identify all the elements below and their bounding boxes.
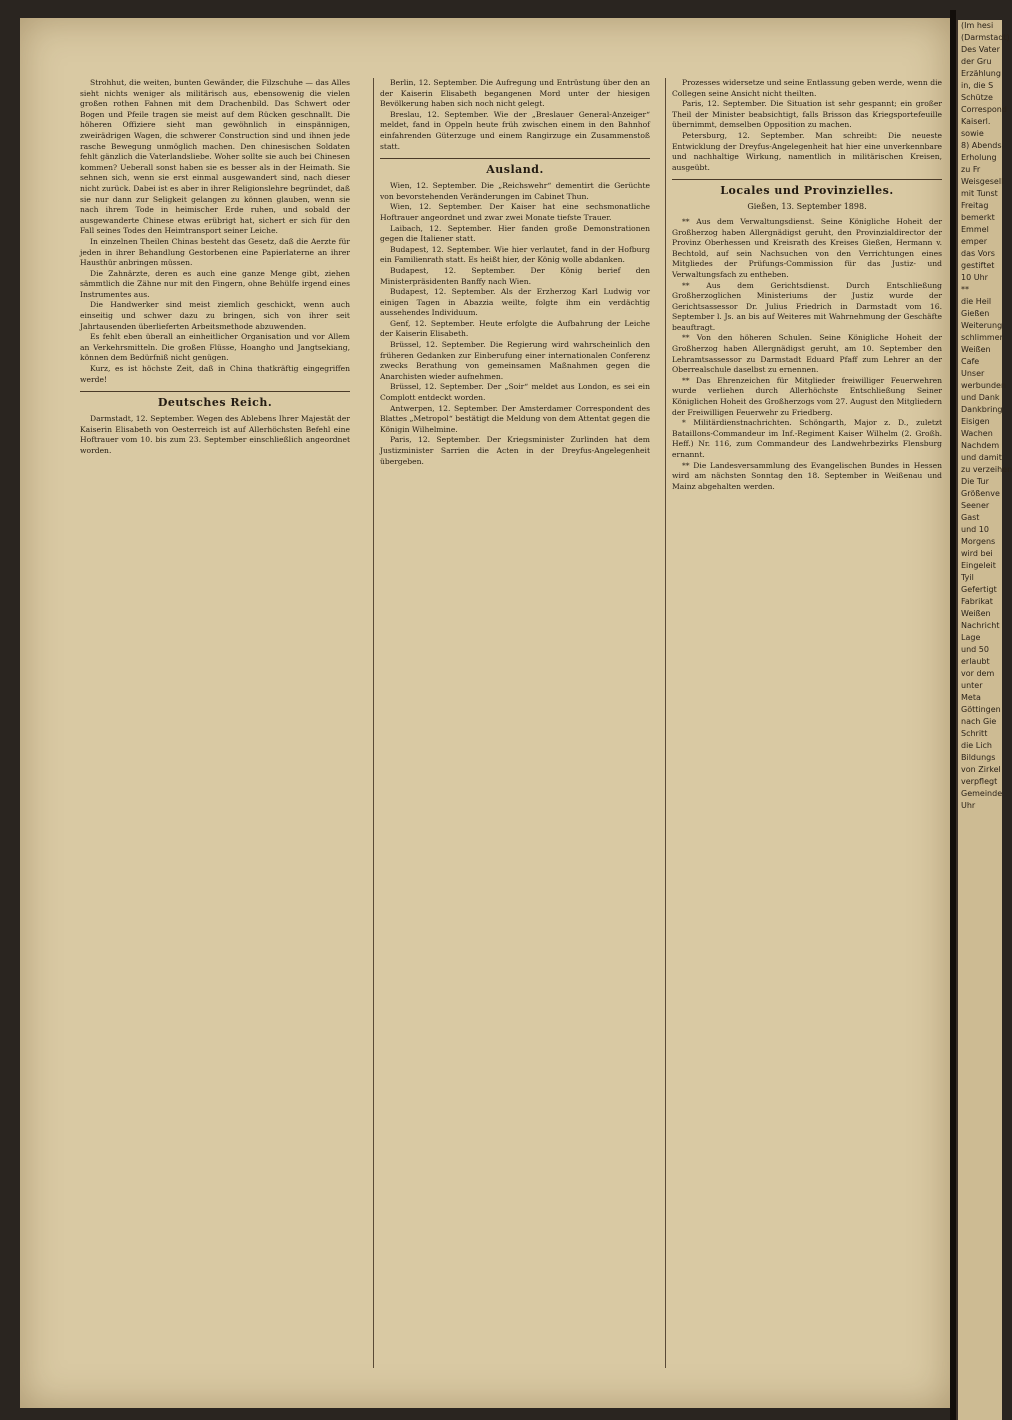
column-3-section-paragraphs [672,217,942,492]
adjacent-page-fragment: Uhr [961,801,976,810]
ausland-paragraph: Laibach, 12. September. Hier fanden große Demonstrationen gegen die Italiener statt. [380,223,650,244]
adjacent-page-fragment: das Vors [961,249,995,258]
column-1-paragraph: Es fehlt eben überall an einheitlicher Organisation und vor Allem an Verkehrsmitteln. Die großen Flüsse, Hoangho und Jangtsekiang, können dem Bedürfniß nicht genügen. [80,332,350,363]
adjacent-page-fragment: Weißen [961,609,991,618]
adjacent-page-fragment: Dankbring [961,405,1003,414]
adjacent-page-fragment: Göttingen [961,705,1001,714]
ausland-paragraph: Budapest, 12. September. Der König berief den Ministerpräsidenten Banffy nach Wien. [380,265,650,286]
adjacent-page-fragment: Größenve [961,489,1000,498]
locales-paragraph: * Militärdienstnachrichten. Schöngarth, Major z. D., zuletzt Bataillons-Commandeur im Inf.-Regiment Kaiser Wilhelm (2. Großh. Heff.) Nr. 116, zum Commandeur des Landwehrbezirks Flensburg ernannt. [672,418,942,459]
ausland-paragraph: Paris, 12. September. Der Kriegsminister Zurlinden hat dem Justizminister Sarrien die Acten in der Dreyfus-Angelegenheit übergeben. [380,435,650,466]
column-1-paragraph: In einzelnen Theilen Chinas besteht das Gesetz, daß die Aerzte für jeden in ihrer Behandlung Gestorbenen eine Papierlaterne an ihrer Hausthür anbringen müssen. [80,236,350,268]
column-2-paragraph: Breslau, 12. September. Wie der „Breslauer General-Anzeiger“ meldet, fand in Oppeln heute früh zwischen einem in den Bahnhof einfahrenden Güterzuge und einem Rangirzuge ein Zusammenstoß statt. [380,109,650,151]
adjacent-page-fragment: sowie [961,129,984,138]
adjacent-page-fragment: (Im hesi [961,21,994,30]
adjacent-page-fragment: erlaubt [961,657,990,666]
ausland-paragraph: Budapest, 12. September. Wie hier verlautet, fand in der Hofburg ein Familienrath statt. Es heißt hier, der König wolle abdanken. [380,244,650,265]
adjacent-page-fragment: schlimmer [961,333,1003,342]
adjacent-page-fragment: ** [961,285,969,294]
deutsches-reich-paragraph: Darmstadt, 12. September. Wegen des Ablebens Ihrer Majestät der Kaiserin Elisabeth von Oesterreich ist auf Allerhöchsten Befehl eine Hoftrauer vom 10. bis zum 23. September einschließlich angeordnet worden. [80,414,350,455]
section-heading-locales: Locales und Provinzielles. [672,179,942,199]
column-1-paragraphs [80,78,350,385]
locales-paragraph: ** Aus dem Verwaltungsdienst. Seine Königliche Hoheit der Großherzog haben Allergnädigst geruht, den Provinzialdirector der Provinz Oberhessen und Kreisrath des Kreises Gießen, Hermann v. Bechtold, auf sein Nachsuchen von den Verrichtungen eines Mitgliedes der Prüfungs-Commission für das Justiz- und Verwaltungsfach zu entheben. [672,216,942,279]
ausland-paragraph: Brüssel, 12. September. Der „Soir“ meldet aus London, es sei ein Complott entdeckt worden. [380,382,650,403]
adjacent-page-fragment: Weisgesell [961,177,1004,186]
section-heading-ausland: Ausland. [380,158,650,178]
adjacent-page-fragment: zu Fr [961,165,981,174]
adjacent-page-fragment: Nachdem [961,441,1000,450]
adjacent-page-fragment: Nachricht [961,621,1000,630]
adjacent-page-fragment: Weiterung [961,321,1003,330]
ausland-paragraph: Budapest, 12. September. Als der Erzherzog Karl Ludwig vor einigen Tagen in Abazzia weilte, folgte ihm ein verdächtig aussehendes Individuum. [380,287,650,318]
adjacent-page-fragment: Gießen [961,309,990,318]
adjacent-page-fragment: wird bei [961,549,993,558]
adjacent-page-fragment: der Gru [961,57,992,66]
column-2-section-paragraphs [380,181,650,467]
adjacent-page-fragment: gestiftet [961,261,995,270]
adjacent-page-fragment: Des Vater [961,45,1000,54]
adjacent-page-fragment: bemerkt [961,213,995,222]
adjacent-page-fragment: Bildungs [961,753,996,762]
adjacent-page-fragment: Meta [961,693,981,702]
adjacent-page-fragment: Fabrikat [961,597,993,606]
adjacent-page-fragment: und Dank [961,393,1000,402]
column-rule-1 [373,78,374,1368]
column-1 [80,78,350,1388]
adjacent-page-fragment: und damit [961,453,1002,462]
adjacent-page-fragment: verpflegt [961,777,998,786]
column-1-paragraph: Die Handwerker sind meist ziemlich geschickt, wenn auch einseitig und schwer dazu zu bringen, sich von ihrer seit Jahrtausenden überlieferten Arbeitsmethode abzuwenden. [80,300,350,331]
adjacent-page-strip [956,20,1012,1420]
adjacent-page-fragment: Die Tur [961,477,989,486]
adjacent-page-fragment: Emmel [961,225,989,234]
adjacent-page-fragment: Seener [961,501,990,510]
column-1-paragraph: Strohhut, die weiten, bunten Gewänder, die Filzschuhe — das Alles sieht nichts weniger als militärisch aus, ebensowenig die vielen großen rothen Fahnen mit dem Drachenbild. Das Schwert oder Bogen und Pfeile tragen sie meist auf dem Rücken geschnallt. Die höheren Offiziere sieht man gewöhnlich in einspännigen, zweirädrigen Wagen, die schwerer Construction sind und ihnen jede rasche Bewegung unmöglich machen. Den chinesischen Soldaten fehlt gänzlich die Vaterlandsliebe. Woher sollte sie auch bei Chinesen kommen? Ueberall sonst haben sie es besser als in der Heimath. Sie sehnen sich, wenn sie erst einmal ausgewandert sind, nach dieser nicht zurück. Dabei ist es aber in ihrer Religionslehre begründet, daß sie nur dann zur Seligkeit gelangen zu können glauben, wenn sie nach ihrem Tode in heimischer Erde ruhen, und sobald der ausgewanderte Chinese etwas erübrigt hat, sichert er sich für den Fall seines Todes den Heimtransport seiner Leiche. [80,78,350,236]
adjacent-page-fragment: Kaiserl. [961,117,991,126]
adjacent-page-fragment: werbunden [961,381,1007,390]
adjacent-page-fragment: Correspond [961,105,1007,114]
column-2-paragraphs [380,78,650,152]
column-2-paragraph: Berlin, 12. September. Die Aufregung und Entrüstung über den an der Kaiserin Elisabeth begangenen Mord unter der hiesigen Bevölkerung haben sich noch nicht gelegt. [380,78,650,109]
adjacent-page-fragment: Unser [961,369,985,378]
adjacent-page-fragment: 10 Uhr [961,273,988,282]
adjacent-page-fragment: und 10 [961,525,989,534]
adjacent-page-fragment: Morgens [961,537,996,546]
adjacent-page-fragment: nach Gie [961,717,997,726]
adjacent-page-fragment: Freitag [961,201,989,210]
adjacent-page-fragment: Schütze [961,93,993,102]
section-dateline: Gießen, 13. September 1898. [747,202,867,212]
adjacent-page-fragment: 8) Abends [961,141,1002,150]
column-2 [380,78,650,1388]
adjacent-page-fragment: Lage [961,633,981,642]
column-3 [672,78,942,1388]
adjacent-page-fragment: Eingeleit [961,561,996,570]
column-1-paragraph: Kurz, es ist höchste Zeit, daß in China thatkräftig eingegriffen werde! [80,364,350,384]
adjacent-page-fragment: Eisigen [961,417,990,426]
adjacent-page-fragment: Gemeinde [961,789,1003,798]
adjacent-page-fragment: Cafe [961,357,980,366]
adjacent-page-fragment: mit Tunst [961,189,998,198]
adjacent-page-fragment: zu verzeihen [961,465,1012,474]
adjacent-page-fragment: die Lich [961,741,992,750]
ausland-paragraph: Genf, 12. September. Heute erfolgte die Aufbahrung der Leiche der Kaiserin Elisabeth. [380,318,650,339]
adjacent-page-fragment: Weißen [961,345,991,354]
adjacent-page-fragment: Tyil [961,573,974,582]
adjacent-page-fragment: (Darmstadt) [961,33,1010,42]
adjacent-page-fragment: Erholung [961,153,997,162]
column-3-paragraph: Prozesses widersetze und seine Entlassung geben werde, wenn die Collegen seine Ansicht nicht theilten. [672,78,942,98]
locales-paragraph: ** Von den höheren Schulen. Seine Königliche Hoheit der Großherzog haben Allergnädigst geruht, am 10. September den Lehramtsassessor zu Darmstadt Eduard Pfaff zum Lehrer an der Oberrealschule daselbst zu ernennen. [672,333,942,375]
column-1-section-paragraphs [80,414,350,456]
locales-paragraph: ** Das Ehrenzeichen für Mitglieder freiwilliger Feuerwehren wurde verliehen durch Allerhöchste Entschließung Seiner Königlichen Hoheit des Großherzogs vom 27. August den Mitgliedern der Freiwilligen Feuerwehr zu Friedberg. [672,375,942,417]
adjacent-page-fragment: Gast [961,513,980,522]
ausland-paragraph: Brüssel, 12. September. Die Regierung wird wahrscheinlich den früheren Gedanken zur Einberufung einer internationalen Conferenz zwecks Berathung von gemeinsamen Maßnahmen gegen die Anarchisten wieder aufnehmen. [380,340,650,381]
adjacent-page-fragment: Gefertigt [961,585,997,594]
column-1-paragraph: Die Zahnärzte, deren es auch eine ganze Menge gibt, ziehen sämmtlich die Zähne nur mit den Fingern, ohne Behülfe irgend eines Instrumentes aus. [80,268,350,299]
ausland-paragraph: Antwerpen, 12. September. Der Amsterdamer Correspondent des Blattes „Metropol“ bestätigt die Meldung von dem Attentat gegen die Königin Wilhelmine. [380,403,650,434]
adjacent-page-fragment: unter [961,681,983,690]
adjacent-page-fragment: emper [961,237,988,246]
column-3-paragraph: Paris, 12. September. Die Situation ist sehr gespannt; ein großer Theil der Minister beabsichtigt, falls Brisson das Kriegsportefeuille übernimmt, demselben Opposition zu machen. [672,99,942,130]
adjacent-page-fragment: die Heil [961,297,992,306]
column-3-paragraphs [672,78,942,173]
adjacent-page-fragment: vor dem [961,669,995,678]
adjacent-page-fragment: von Zirkel [961,765,1001,774]
locales-paragraph: ** Die Landesversammlung des Evangelischen Bundes in Hessen wird am nächsten Sonntag den 18. September in Weißenau und Mainz abgehalten werden. [672,460,942,491]
column-3-paragraph: Petersburg, 12. September. Man schreibt: Die neueste Entwicklung der Dreyfus-Angelegenheit hat hier eine unverkennbare und nachhaltige Wirkung, namentlich in militärischen Kreisen, ausgeübt. [672,130,942,172]
adjacent-page-fragment: Erzählung [961,69,1001,78]
adjacent-page-fragment: in, die S [961,81,994,90]
section-heading-deutsches-reich: Deutsches Reich. [80,391,350,411]
ausland-paragraph: Wien, 12. September. Die „Reichswehr“ dementirt die Gerüchte von bevorstehenden Veränderungen im Cabinet Thun. [380,181,650,201]
adjacent-page-fragment: Wachen [961,429,993,438]
ausland-paragraph: Wien, 12. September. Der Kaiser hat eine sechsmonatliche Hoftrauer angeordnet und zwar zwei Monate tiefste Trauer. [380,202,650,222]
adjacent-page-fragment: und 50 [961,645,989,654]
locales-paragraph: ** Aus dem Gerichtsdienst. Durch Entschließung Großherzoglichen Ministeriums der Justiz wurde der Gerichtsassessor Dr. Julius Friedrich in Darmstadt vom 16. September l. Js. an bis auf Weiteres mit Wahrnehmung der Geschäfte beauftragt. [672,280,942,332]
column-rule-2 [665,78,666,1368]
adjacent-page-fragment: Schritt [961,729,988,738]
